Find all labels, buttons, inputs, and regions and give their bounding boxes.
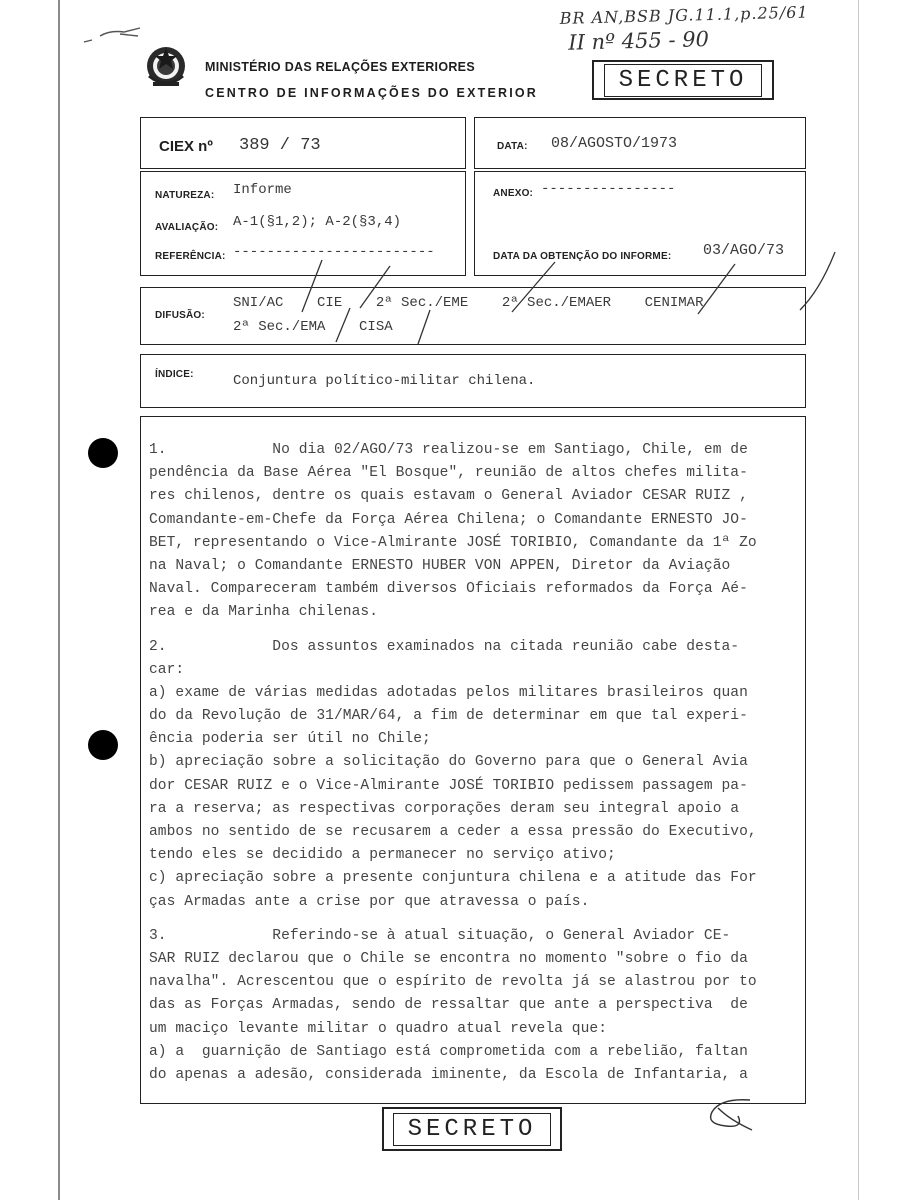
- paragraph-line: ças Armadas ante a crise por que atravessa o país.: [149, 893, 590, 910]
- paragraph-line: pendência da Base Aérea "El Bosque", reunião de altos chefes milita-: [149, 465, 748, 482]
- referencia-value: ------------------------: [233, 244, 435, 260]
- avaliacao-label: AVALIAÇÃO:: [155, 222, 219, 233]
- archive-reference-number: II nº 455 - 90: [568, 27, 710, 55]
- paragraph-line: do da Revolução de 31/MAR/64, a fim de determinar em que tal experi-: [149, 708, 748, 725]
- paragraph-line: a) exame de várias medidas adotadas pelos militares brasileiros quan: [149, 684, 748, 701]
- body-text: [149, 439, 799, 1087]
- paragraph-line: car:: [149, 661, 185, 678]
- paragraph-line: b) apreciação sobre a solicitação do Governo para que o General Avia: [149, 754, 748, 771]
- coat-of-arms-icon: [141, 42, 191, 92]
- paragraph-line: ência poderia ser útil no Chile;: [149, 731, 431, 748]
- date-label: DATA:: [497, 141, 528, 152]
- paragraph-line: SAR RUIZ declarou que o Chile se encontra no momento "sobre o fio da: [149, 950, 748, 967]
- ministry-name: MINISTÉRIO DAS RELAÇÕES EXTERIORES: [205, 60, 475, 74]
- paragraph-line: tendo eles se decidido a permanecer no serviço ativo;: [149, 847, 616, 864]
- difusao-label: DIFUSÃO:: [155, 310, 205, 321]
- data-obtencao-value: 03/AGO/73: [703, 242, 785, 259]
- difusao-line-1: SNI/AC CIE 2ª Sec./EME 2ª Sec./EMAER CENIMAR: [233, 295, 704, 311]
- paragraph-line: navalha". Acrescentou que o espírito de revolta já se alastrou por to: [149, 974, 757, 991]
- date-box: [474, 117, 806, 169]
- paragraph-line: c) apreciação sobre a presente conjuntura chilena e a atitude das For: [149, 870, 757, 887]
- natureza-value: Informe: [233, 182, 292, 198]
- paragraph-line: BET, representando o Vice-Almirante JOSÉ TORIBIO, Comandante da 1ª Zo: [149, 534, 757, 551]
- archive-reference-code: BR AN,BSB JG.11.1,p.25/61: [559, 2, 809, 28]
- paragraph-line: dor CESAR RUIZ e o Vice-Almirante JOSÉ TORIBIO pedissem passagem pa-: [149, 777, 748, 794]
- paragraph-line: ambos no sentido de se recusarem a ceder a essa pressão do Executivo,: [149, 824, 757, 840]
- document-body: [140, 416, 806, 1104]
- avaliacao-value: A-1(§1,2); A-2(§3,4): [233, 214, 402, 230]
- difusao-line-2: 2ª Sec./EMA CISA: [233, 319, 393, 335]
- natureza-label: NATUREZA:: [155, 190, 215, 201]
- paragraph-line: res chilenos, dentre os quais estavam o General Aviador CESAR RUIZ ,: [149, 488, 748, 505]
- referencia-label: REFERÊNCIA:: [155, 251, 226, 262]
- page-edge-line: [858, 0, 859, 1200]
- paragraph-line: rea e da Marinha chilenas.: [149, 604, 378, 621]
- center-name: CENTRO DE INFORMAÇÕES DO EXTERIOR: [205, 86, 539, 100]
- pen-mark: [80, 22, 150, 52]
- binding-margin-line: [58, 0, 60, 1200]
- archive-reference: [559, 0, 860, 54]
- indice-value: Conjuntura político-militar chilena.: [233, 373, 536, 389]
- handwritten-initials: [690, 1090, 760, 1140]
- data-obtencao-label: DATA DA OBTENÇÃO DO INFORME:: [493, 251, 672, 262]
- paragraph-line: ra a reserva; as respectivas corporações deram seu integral apoio a: [149, 800, 740, 817]
- paragraph-line: um maciço levante militar o quadro atual revela que:: [149, 1020, 607, 1037]
- classification-stamp-bottom: [382, 1107, 562, 1151]
- ciex-box: [140, 117, 466, 169]
- paragraph-line: das as Forças Armadas, sendo de ressaltar que ante a perspectiva de: [149, 997, 748, 1014]
- indice-label: ÍNDICE:: [155, 369, 194, 380]
- paragraph-line: 3. Referindo-se à atual situação, o General Aviador CE-: [149, 927, 731, 944]
- classification-text: SECRETO: [393, 1113, 552, 1146]
- ciex-label: CIEX nº: [159, 138, 213, 155]
- ciex-number: 389 / 73: [239, 136, 321, 155]
- paragraph-line: na Naval; o Comandante ERNESTO HUBER VON APPEN, Diretor da Aviação: [149, 557, 731, 574]
- paragraph-gap: [149, 625, 799, 636]
- paragraph-line: Naval. Compareceram também diversos Oficiais reformados da Força Aé-: [149, 581, 748, 598]
- paragraph-line: 1. No dia 02/AGO/73 realizou-se em Santiago, Chile, em de: [149, 442, 748, 458]
- anexo-value: ----------------: [541, 181, 676, 197]
- punch-hole: [88, 438, 118, 468]
- paragraph-line: Comandante-em-Chefe da Força Aérea Chilena; o Comandante ERNESTO JO-: [149, 511, 748, 528]
- paragraph-line: do apenas a adesão, considerada iminente, da Escola de Infantaria, a: [149, 1066, 748, 1083]
- handwritten-check-marks: [280, 250, 840, 350]
- classification-text: SECRETO: [604, 64, 763, 97]
- date-value: 08/AGOSTO/1973: [551, 135, 678, 152]
- paragraph-line: a) a guarnição de Santiago está comprometida com a rebelião, faltan: [149, 1043, 748, 1060]
- punch-hole: [88, 730, 118, 760]
- classification-stamp-top: [592, 60, 774, 100]
- index-box: [140, 354, 806, 408]
- paragraph-line: 2. Dos assuntos examinados na citada reunião cabe desta-: [149, 638, 740, 655]
- anexo-label: ANEXO:: [493, 188, 534, 199]
- paragraph-gap: [149, 914, 799, 925]
